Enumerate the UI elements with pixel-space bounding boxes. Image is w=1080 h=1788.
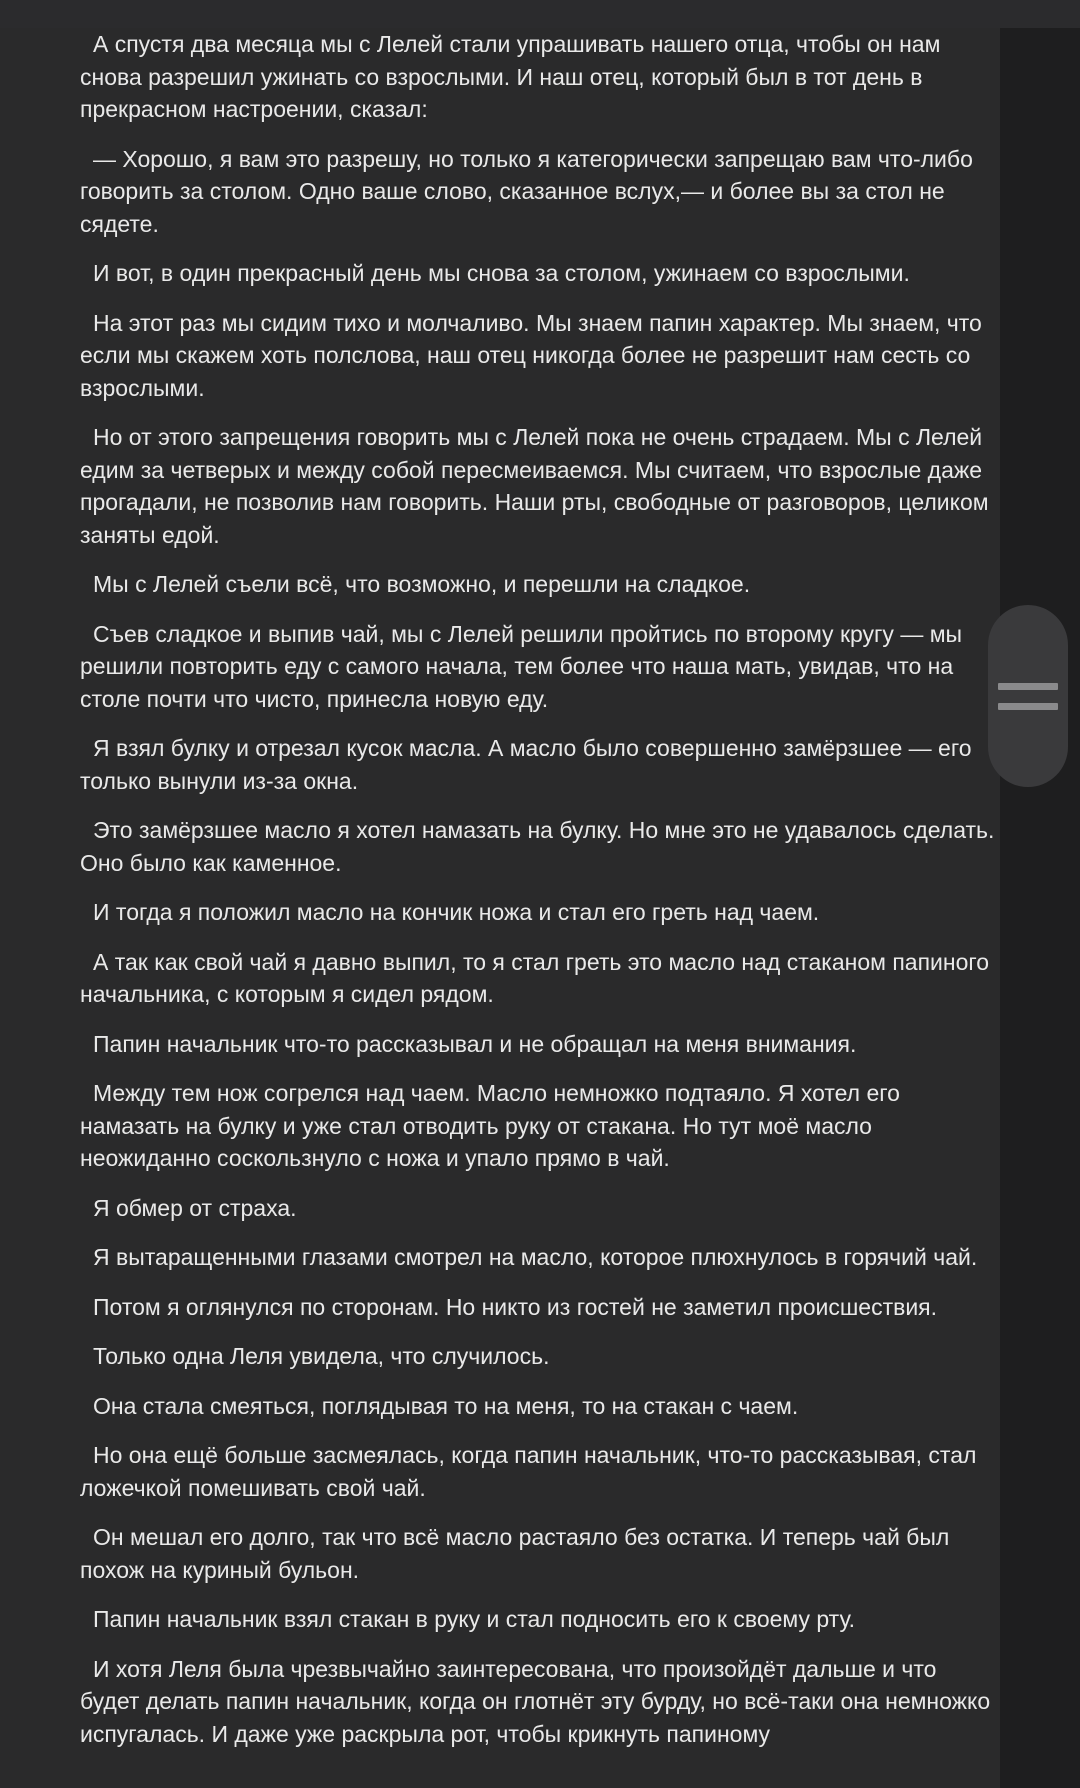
paragraph: И тогда я положил масло на кончик ножа и стал его греть над чаем.	[93, 899, 820, 925]
paragraph: Между тем нож согрелся над чаем. Масло немножко подтаяло. Я хотел его намазать на булку и уже стал отводить руку от стакана. Но тут моё масло неожиданно соскользнуло с ножа и упало прямо в чай.	[80, 1080, 900, 1171]
paragraph: Он мешал его долго, так что всё масло растаяло без остатка. И теперь чай был похож на куриный бульон.	[80, 1524, 950, 1583]
paragraph: Это замёрзшее масло я хотел намазать на булку. Но мне это не удавалось сделать. Оно было как каменное.	[80, 817, 995, 876]
paragraph: Я обмер от страха.	[93, 1194, 297, 1221]
reader-page[interactable]	[0, 28, 1000, 1788]
paragraph: Только одна Леля увидела, что случилось.	[93, 1343, 550, 1369]
paragraph: Мы с Лелей съели всё, что возможно, и перешли на сладкое.	[93, 571, 751, 597]
top-status-bar	[0, 0, 1080, 28]
paragraph: Но она ещё больше засмеялась, когда папин начальник, что-то рассказывая, стал ложечкой помешивать свой чай.	[80, 1442, 977, 1501]
paragraph: Папин начальник взял стакан в руку и стал подносить его к своему рту.	[93, 1606, 856, 1632]
paragraph: На этот раз мы сидим тихо и молчаливо. Мы знаем папин характер. Мы знаем, что если мы скажем хоть полслова, наш отец никогда более не разрешит нам сесть со взрослыми.	[80, 309, 982, 401]
paragraph: А спустя два месяца мы с Лелей стали упрашивать нашего отца, чтобы он нам снова разрешил ужинать со взрослыми. И наш отец, который был в тот день в прекрасном настроении, сказал:	[80, 31, 941, 122]
paragraph: Съев сладкое и выпив чай, мы с Лелей решили пройтись по второму кругу — мы решили повторить еду с самого начала, тем более что наша мать, увидав, что на столе почти что чисто, принесла новую еду.	[80, 620, 963, 712]
paragraph: — Хорошо, я вам это разрешу, но только я категорически запрещаю вам что-либо говорить за столом. Одно ваше слово, сказанное вслух,— и более вы за стол не сядете.	[80, 145, 973, 237]
paragraph: И вот, в один прекрасный день мы снова за столом, ужинаем со взрослыми.	[93, 260, 910, 286]
drag-handle-icon	[998, 703, 1058, 710]
paragraph: А так как свой чай я давно выпил, то я стал греть это масло над стаканом папиного начальника, с которым я сидел рядом.	[80, 948, 990, 1007]
scroll-handle[interactable]	[988, 605, 1068, 787]
paragraph: И хотя Леля была чрезвычайно заинтересована, что произойдёт дальше и что будет делать папин начальник, когда он глотнёт эту бурду, но всё-таки она немножко испугалась. И даже уже раскрыла рот, чтобы крикнуть папиному	[80, 1655, 991, 1747]
drag-handle-icon	[998, 683, 1058, 690]
paragraph: Я взял булку и отрезал кусок масла. А масло было совершенно замёрзшее — его только вынули из-за окна.	[80, 735, 972, 794]
article-text	[80, 28, 995, 1767]
paragraph: Она стала смеяться, поглядывая то на меня, то на стакан с чаем.	[93, 1392, 799, 1419]
paragraph: Потом я оглянулся по сторонам. Но никто из гостей не заметил происшествия.	[93, 1293, 938, 1320]
paragraph: Папин начальник что-то рассказывал и не обращал на меня внимания.	[93, 1030, 857, 1057]
paragraph: Я вытаращенными глазами смотрел на масло, которое плюхнулось в горячий чай.	[93, 1244, 978, 1270]
paragraph: Но от этого запрещения говорить мы с Лелей пока не очень страдаем. Мы с Лелей едим за четверых и между собой пересмеиваемся. Мы считаем, что взрослые даже прогадали, не позволив нам говорить. Наши рты, свободные от разговоров, целиком заняты едой.	[80, 424, 989, 548]
